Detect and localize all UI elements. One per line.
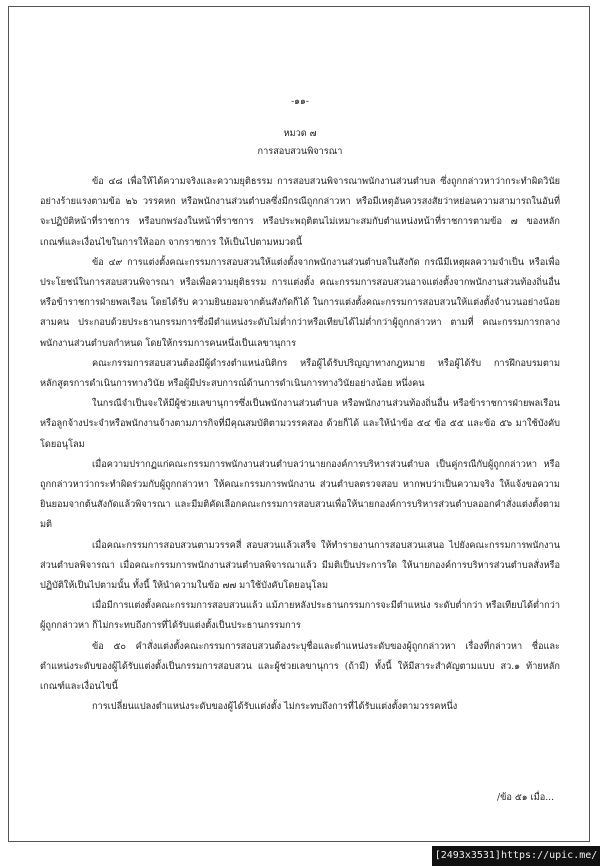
- image-host-watermark: [2493x3531]https://upic.me/: [432, 846, 600, 866]
- paragraph: ข้อ ๕๐ คำสั่งแต่งตั้งคณะกรรมการสอบสวนต้องระบุชื่อและตำแหน่งระดับของผู้ถูกกล่าวหา เรื่องที่กล่าวหา ชื่อและตำแหน่งระดับของผู้ได้รับแต่งตั้งเป็นกรรมการสอบสวน และผู้ช่วยเลขานุการ (ถ้ามี) ทั้งนี้ ให้มีสาระสำคัญตามแบบ สว.๑ ท้ายหลักเกณฑ์และเงื่อนไขนี้: [40, 640, 560, 693]
- paragraph: ข้อ ๔๘ เพื่อให้ได้ความจริงและความยุติธรรม การสอบสวนพิจารณาพนักงานส่วนตำบล ซึ่งถูกกล่าวหาว่ากระทำผิดวินัยอย่างร้ายแรงตามข้อ ๒๖ วรรคหก หรือพนักงานส่วนตำบลซึ่งมีกรณีถูกกล่าวหา หรือมีเหตุอันควรสงสัยว่าหย่อนความสามารถในอันที่จะปฏิบัติหน้าที่ราชการ หรือบกพร่องในหน้าที่ราชการ หรือประพฤติตนไม่เหมาะสมกับตำแหน่งหน้าที่ราชการตามข้อ ๗ ของหลักเกณฑ์และเงื่อนไขในการให้ออก จากราชการ ให้เป็นไปตามหมวดนี้: [40, 176, 560, 248]
- page-number: -๑๑-: [291, 96, 309, 107]
- paragraph: เมื่อความปรากฏแก่คณะกรรมการพนักงานส่วนตำบลว่านายกองค์การบริหารส่วนตำบล เป็นคู่กรณีกับผู้ถูกกล่าวหา หรือถูกกล่าวหาว่ากระทำผิดร่วมกับผู้ถูกกล่าวหา ให้คณะกรรมการพนักงาน ส่วนตำบลตรวจสอบ หากพบว่าเป็นความจริง ให้แจ้งขอความยินยอมจากต้นสังกัดแล้วพิจารณา และมีมติคัดเลือกคณะกรรมการสอบสวนเพื่อให้นายกองค์การบริหารส่วนตำบลออกคำสั่งแต่งตั้งตามมติ: [40, 458, 560, 531]
- paragraph: เมื่อมีการแต่งตั้งคณะกรรมการสอบสวนแล้ว แม้ภายหลังประธานกรรมการจะมีตำแหน่ง ระดับต่ำกว่า หรือเทียบได้ต่ำกว่าผู้ถูกกล่าวหา ก็ไม่กระทบถึงการที่ได้รับแต่งตั้งเป็นประธานกรรมการ: [40, 600, 560, 632]
- paragraph: การเปลี่ยนแปลงตำแหน่งระดับของผู้ได้รับแต่งตั้ง ไม่กระทบถึงการที่ได้รับแต่งตั้งตามวรรคหนึ่ง: [92, 701, 458, 713]
- section-title: การสอบสวนพิจารณา: [257, 146, 343, 157]
- paragraph: ในกรณีจำเป็นจะให้มีผู้ช่วยเลขานุการซึ่งเป็นพนักงานส่วนตำบล หรือพนักงานส่วนท้องถิ่นอื่น หรือข้าราชการฝ่ายพลเรือน หรือลูกจ้างประจำหรือพนักงานจ้างตามภารกิจที่มีคุณสมบัติตามวรรคสอง ด้วยก็ได้ และให้นำข้อ ๕๔ ข้อ ๕๕ และข้อ ๕๖ มาใช้บังคับโดยอนุโลม: [40, 398, 560, 450]
- paragraph: เมื่อคณะกรรมการสอบสวนตามวรรคสี่ สอบสวนแล้วเสร็จ ให้ทำรายงานการสอบสวนเสนอ ไปยังคณะกรรมการพนักงานส่วนตำบลพิจารณา เมื่อคณะกรรมการพนักงานส่วนตำบลพิจารณาแล้ว มีมติเป็นประการใด ให้นายกองค์การบริหารส่วนตำบลสั่งหรือปฏิบัติให้เป็นไปตามนั้น ทั้งนี้ ให้นำความในข้อ ๗๗ มาใช้บังคับโดยอนุโลม: [40, 539, 560, 592]
- continuation-note: /ข้อ ๕๑ เมื่อ...: [497, 792, 554, 803]
- chapter-heading: หมวด ๗: [283, 128, 317, 139]
- paragraph: คณะกรรมการสอบสวนต้องมีผู้ดำรงตำแหน่งนิติกร หรือผู้ได้รับปริญญาทางกฎหมาย หรือผู้ได้รับ การฝึกอบรมตามหลักสูตรการดำเนินการทางวินัย หรือผู้มีประสบการณ์ด้านการดำเนินการทางวินัยอย่างน้อย หนึ่งคน: [40, 357, 560, 390]
- document-body: [40, 172, 560, 717]
- paragraph: ข้อ ๔๙ การแต่งตั้งคณะกรรมการสอบสวนให้แต่งตั้งจากพนักงานส่วนตำบลในสังกัด กรณีมีเหตุผลความจำเป็น หรือเพื่อประโยชน์ในการสอบสวนพิจารณา หรือเพื่อความยุติธรรม การแต่งตั้ง คณะกรรมการสอบสวนอาจแต่งตั้งจากพนักงานส่วนท้องถิ่นอื่น หรือข้าราชการฝ่ายพลเรือน โดยได้รับ ความยินยอมจากต้นสังกัดก็ได้ ในการแต่งตั้งคณะกรรมการสอบสวนให้แต่งตั้งจำนวนอย่างน้อยสามคน ประกอบด้วยประธานกรรมการซึ่งมีตำแหน่งระดับไม่ต่ำกว่าหรือเทียบได้ไม่ต่ำกว่าผู้ถูกกล่าวหา ตามที่ คณะกรรมการกลางพนักงานส่วนตำบลกำหนด โดยให้กรรมการคนหนึ่งเป็นเลขานุการ: [40, 256, 560, 349]
